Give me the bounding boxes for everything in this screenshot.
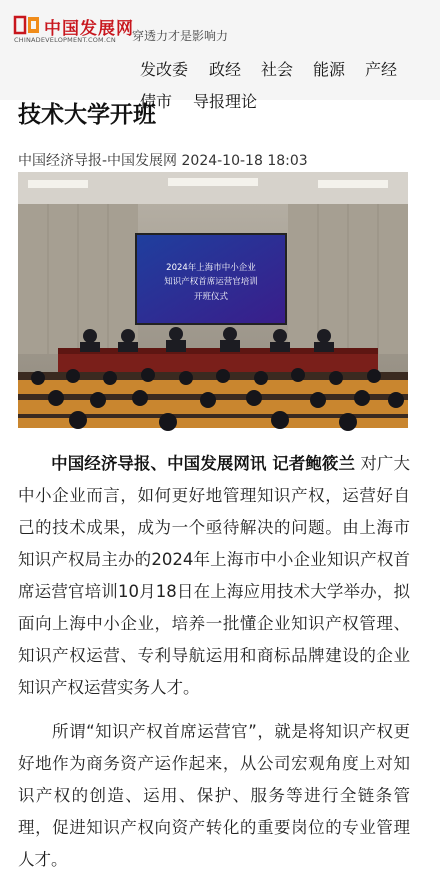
logo-text: 中国发展网 xyxy=(44,19,134,39)
screen-line-3: 开班仪式 xyxy=(193,292,229,302)
article-paragraph-1 xyxy=(18,448,410,704)
nav-item-industry[interactable]: 产经 xyxy=(365,60,398,79)
logo-mark-icon xyxy=(14,16,40,34)
article-byline: 中国经济导报、中国发展网讯 记者鲍筱兰 xyxy=(51,454,356,473)
screen-line-1: 2024年上海市中小企业 xyxy=(166,263,256,273)
nav-item-politics-economy[interactable]: 政经 xyxy=(209,60,242,79)
nav-item-society[interactable]: 社会 xyxy=(261,60,294,79)
article-paragraph-2-body: 所谓“知识产权首席运营官”，就是将知识产权更好地作为商务资产运作起来，从公司宏观角度上对知识产权的创造、运用、保护、服务等进行全链条管理，促进知识产权向资产转化的重要岗位的专业管理人才。 xyxy=(18,722,410,869)
logo-domain: CHINADEVELOPMENT.COM.CN xyxy=(14,36,116,44)
site-slogan: 穿透力才是影响力 xyxy=(132,29,229,43)
article-paragraph-2 xyxy=(18,716,410,876)
nav-item-theory[interactable]: 导报理论 xyxy=(193,92,258,111)
nav-item-ndrc[interactable]: 发改委 xyxy=(140,60,189,79)
site-logo[interactable] xyxy=(14,14,134,48)
site-header xyxy=(0,0,440,111)
screen-line-2: 知识产权首席运营官培训 xyxy=(164,277,258,287)
article-paragraph-1-body: 对广大中小企业而言，如何更好地管理知识产权，运营好自己的技术成果，成为一个亟待解决的问题。由上海市知识产权局主办的2024年上海市中小企业知识产权首席运营官培训10月18日在上海应用技术大学举办，拟面向上海中小企业，培养一批懂企业知识产权管理、知识产权运营、专利导航运用和商标品牌建设的企业知识产权运营实务人才。 xyxy=(18,454,410,697)
article-photo xyxy=(18,172,408,428)
article-meta: 中国经济导报-中国发展网 2024-10-18 18:03 xyxy=(18,153,308,169)
conference-photo-illustration xyxy=(18,172,408,428)
article-title: 技术大学开班 xyxy=(18,102,156,128)
main-nav xyxy=(140,57,440,127)
nav-item-energy[interactable]: 能源 xyxy=(313,60,346,79)
nav-item-bond-market[interactable]: 债市 xyxy=(140,92,173,111)
